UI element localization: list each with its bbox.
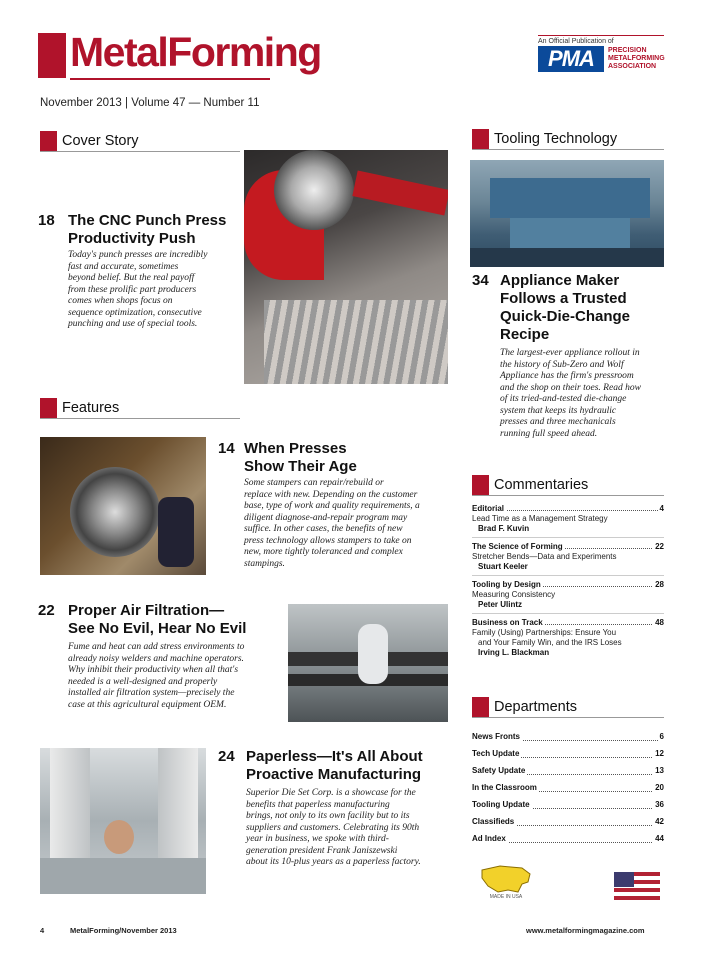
article-page-number: 22 (38, 602, 55, 619)
toc-subtitle: Stretcher Bends—Data and Experiments (472, 552, 617, 561)
toc-author: Irving L. Blackman (478, 648, 550, 657)
toc-row[interactable]: Classifieds 42 (472, 813, 664, 830)
made-in-usa-badge (478, 862, 534, 900)
paperless-photo (40, 748, 206, 894)
pma-side-line: PRECISION (608, 47, 647, 54)
section-label: Tooling Technology (494, 131, 618, 147)
article-description: Superior Die Set Corp. is a showcase for the benefits that paperless manufacturing brings, not only to its own facility but to its suppliers and customers. Celebrating its 90th year in business, we spoke with third- generation president Frank Janiszewski about its 10-plus years as a paperless factory. (246, 788, 421, 867)
article-title[interactable]: Proper Air Filtration— See No Evil, Hear No Evil (68, 602, 247, 637)
article-page-number: 18 (38, 212, 55, 229)
section-cover-story (40, 131, 139, 151)
toc-row[interactable]: The Science of Forming 22 (472, 542, 664, 551)
toc-author: Brad F. Kuvin (478, 524, 530, 533)
section-features (40, 398, 119, 418)
pma-logo: PMA (538, 46, 604, 72)
magazine-logo: MetalForming (70, 29, 321, 75)
article-title[interactable]: Appliance Maker Follows a Trusted Quick-Die-Change Recipe (500, 272, 631, 343)
toc-row[interactable]: Ad Index 44 (472, 830, 664, 847)
section-commentaries (472, 475, 588, 495)
press-age-photo (40, 437, 206, 575)
footer-page-number: 4 (40, 926, 45, 935)
punch-press-photo (244, 150, 448, 384)
toc-row[interactable]: Tech Update 12 (472, 745, 664, 762)
article-title[interactable]: The CNC Punch Press Productivity Push (68, 212, 227, 247)
article-page-number: 14 (218, 440, 235, 457)
section-label: Cover Story (62, 133, 139, 149)
pma-side-text (608, 47, 665, 71)
toc-author: Stuart Keeler (478, 562, 528, 571)
article-page-number: 34 (472, 272, 489, 289)
badge-text: MADE IN USA (489, 894, 523, 900)
toc-row[interactable]: Safety Update 13 (472, 762, 664, 779)
toc-row[interactable]: Tooling Update 36 (472, 796, 664, 813)
footer-url[interactable]: www.metalformingmagazine.com (526, 926, 645, 935)
pma-subtitle: An Official Publication of (538, 38, 614, 45)
logo-bar (38, 33, 66, 78)
article-page-number: 24 (218, 748, 235, 765)
toc-subtitle: Lead Time as a Management Strategy (472, 514, 608, 523)
toc-subtitle: and Your Family Win, and the IRS Loses (478, 638, 622, 647)
article-description: Some stampers can repair/rebuild or replace with new. Depending on the customer base, type of work and quality requirements, a diligent diagnose-and-repair program may suffice. In other cases, the benefits of new press technology allows stampers to take on new, more tightly toleranced and complex stampings. (244, 478, 420, 569)
toc-row[interactable]: In the Classroom 20 (472, 779, 664, 796)
tooling-photo (470, 160, 664, 267)
toc-row[interactable]: Editorial 4 (472, 504, 664, 513)
section-tooling-technology (472, 129, 617, 149)
air-filtration-photo (288, 604, 448, 722)
section-rule (472, 717, 664, 718)
article-description: Fume and heat can add stress environments to already noisy welders and machine operators. Why inhibit their productivity when all that's needed is a well-designed and properly installed air filtration system—precisely the case at this agricultural equipment OEM. (68, 642, 245, 710)
section-label: Features (62, 400, 120, 416)
toc-subtitle: Measuring Consistency (472, 590, 556, 599)
article-description: Today's punch presses are incredibly fast and accurate, sometimes beyond belief. But the real payoff from these prolific part producers comes when shops focus on sequence optimization, consecutive punching and use of special tools. (68, 250, 208, 329)
article-description: The largest-ever appliance rollout in the history of Sub-Zero and Wolf Appliance has the firm's pressroom and the shop on their toes. Read how of its tried-and-tested die-change system that keeps its hydraulic presses and three mechanicals running full speed ahead. (500, 348, 641, 439)
footer-magazine: MetalForming/November 2013 (70, 926, 177, 935)
article-title[interactable]: When Presses Show Their Age (244, 440, 357, 475)
toc-author: Peter Ulintz (478, 600, 523, 609)
section-rule (40, 151, 240, 152)
pma-top-rule (538, 35, 664, 36)
section-rule (40, 418, 240, 419)
section-rule (472, 495, 664, 496)
toc-subtitle: Family (Using) Partnerships: Ensure You (472, 628, 617, 637)
us-flag-icon (614, 872, 660, 900)
departments-list (472, 728, 664, 847)
section-label: Commentaries (494, 477, 589, 493)
pma-side-line: ASSOCIATION (608, 63, 657, 70)
pma-side-line: METALFORMING (608, 55, 665, 62)
section-label: Departments (494, 699, 578, 715)
article-title[interactable]: Paperless—It's All About Proactive Manufacturing (246, 748, 423, 783)
issue-line: November 2013 | Volume 47 — Number 11 (40, 97, 260, 109)
section-rule (472, 149, 664, 150)
toc-row[interactable]: Business on Track 48 (472, 618, 664, 627)
section-departments (472, 697, 577, 717)
toc-row[interactable]: Tooling by Design 28 (472, 580, 664, 589)
commentaries-list (472, 503, 664, 658)
toc-row[interactable]: News Fronts 6 (472, 728, 664, 745)
logo-underline (70, 78, 270, 80)
